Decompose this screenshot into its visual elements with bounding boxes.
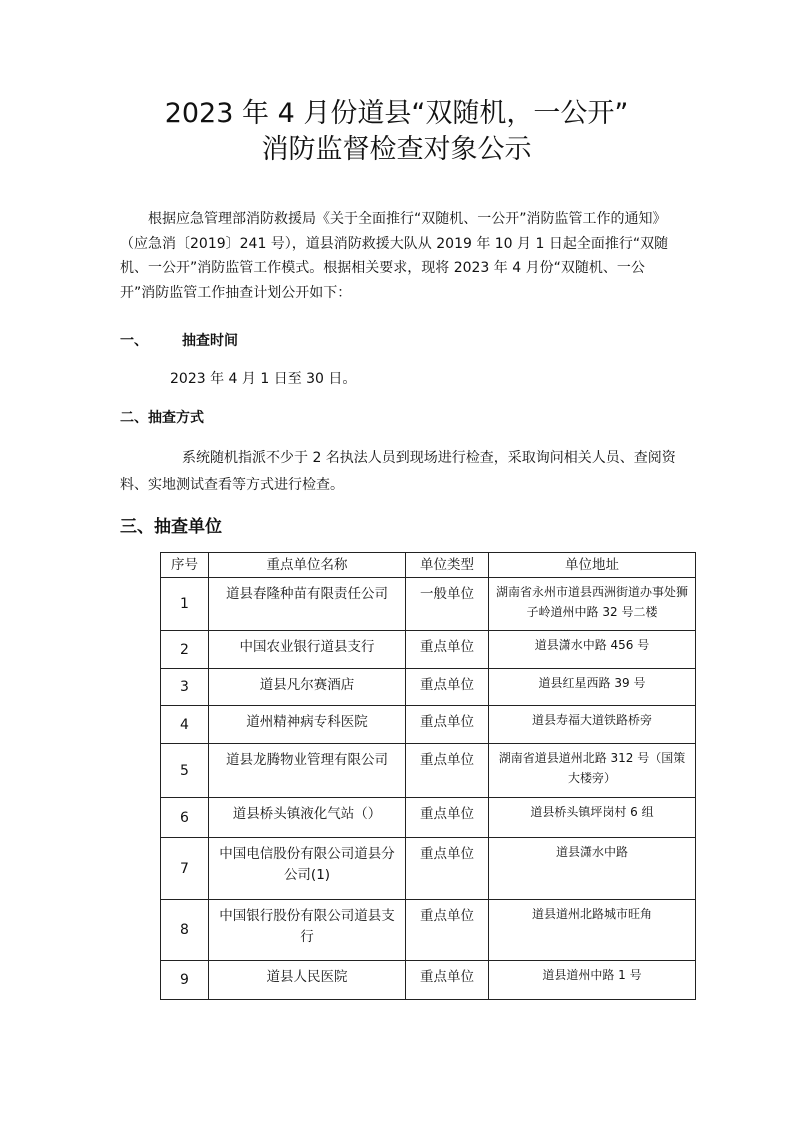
section1-body: 2023 年 4 月 1 日至 30 日。	[170, 371, 357, 387]
unit-name: 道县龙腾物业管理有限公司	[209, 744, 406, 798]
header-index: 序号	[161, 553, 209, 578]
section2-heading: 二、抽查方式	[120, 410, 204, 426]
section1-heading: 抽查时间	[182, 333, 238, 349]
table-row	[161, 744, 696, 798]
inspection-table	[160, 552, 696, 1000]
table-row	[161, 838, 696, 900]
table-row	[161, 961, 696, 1000]
unit-address: 道县红星西路 39 号	[489, 669, 696, 706]
unit-address: 道县道州北路城市旺角	[489, 900, 696, 961]
unit-name: 道县春隆种苗有限责任公司	[209, 578, 406, 631]
unit-type: 重点单位	[406, 900, 489, 961]
row-index: 8	[161, 900, 209, 961]
row-index: 9	[161, 961, 209, 1000]
unit-type: 重点单位	[406, 706, 489, 744]
unit-address: 道县寿福大道铁路桥旁	[489, 706, 696, 744]
header-address: 单位地址	[489, 553, 696, 578]
unit-address: 道县潇水中路	[489, 838, 696, 900]
table-row	[161, 631, 696, 669]
unit-address: 道县潇水中路 456 号	[489, 631, 696, 669]
table-row	[161, 900, 696, 961]
section2-body: 系统随机指派不少于 2 名执法人员到现场进行检查，采取询问相关人员、查阅资料、实地测试查看等方式进行检查。	[120, 450, 676, 493]
row-index: 2	[161, 631, 209, 669]
row-index: 1	[161, 578, 209, 631]
unit-name: 中国农业银行道县支行	[209, 631, 406, 669]
unit-type: 重点单位	[406, 744, 489, 798]
table-row	[161, 798, 696, 838]
unit-type: 重点单位	[406, 798, 489, 838]
row-index: 4	[161, 706, 209, 744]
intro-paragraph: 根据应急管理部消防救援局《关于全面推行“双随机、一公开”消防监管工作的通知》（应急消〔2019〕241 号），道县消防救援大队从 2019 年 10 月 1 日起全面推行“双随机、一公开”消防监管工作模式。根据相关要求，现将 2023 年 4 月份“双随机、一公开”消防监管工作抽查计划公开如下：	[120, 211, 669, 301]
unit-type: 一般单位	[406, 578, 489, 631]
unit-name: 道县凡尔赛酒店	[209, 669, 406, 706]
section3-heading: 三、抽查单位	[120, 517, 222, 537]
unit-type: 重点单位	[406, 631, 489, 669]
row-index: 6	[161, 798, 209, 838]
unit-address: 湖南省永州市道县西洲街道办事处狮子岭道州中路 32 号二楼	[489, 578, 696, 631]
unit-address: 道县道州中路 1 号	[489, 961, 696, 1000]
unit-address: 湖南省道县道州北路 312 号（国策大楼旁）	[489, 744, 696, 798]
unit-type: 重点单位	[406, 838, 489, 900]
page-title-line2: 消防监督检查对象公示	[261, 134, 532, 165]
unit-name: 道县桥头镇液化气站（）	[209, 798, 406, 838]
header-name: 重点单位名称	[209, 553, 406, 578]
table-row	[161, 669, 696, 706]
table-row	[161, 706, 696, 744]
unit-type: 重点单位	[406, 669, 489, 706]
section1-number: 一、	[120, 333, 148, 349]
unit-address: 道县桥头镇坪岗村 6 组	[489, 798, 696, 838]
unit-name: 道县人民医院	[209, 961, 406, 1000]
unit-name: 道州精神病专科医院	[209, 706, 406, 744]
unit-name: 中国银行股份有限公司道县支行	[209, 900, 406, 961]
row-index: 5	[161, 744, 209, 798]
table-row	[161, 578, 696, 631]
unit-type: 重点单位	[406, 961, 489, 1000]
page-title-line1: 2023 年 4 月份道县“双随机，一公开”	[164, 98, 629, 129]
row-index: 3	[161, 669, 209, 706]
unit-name: 中国电信股份有限公司道县分公司(1)	[209, 838, 406, 900]
row-index: 7	[161, 838, 209, 900]
header-type: 单位类型	[406, 553, 489, 578]
